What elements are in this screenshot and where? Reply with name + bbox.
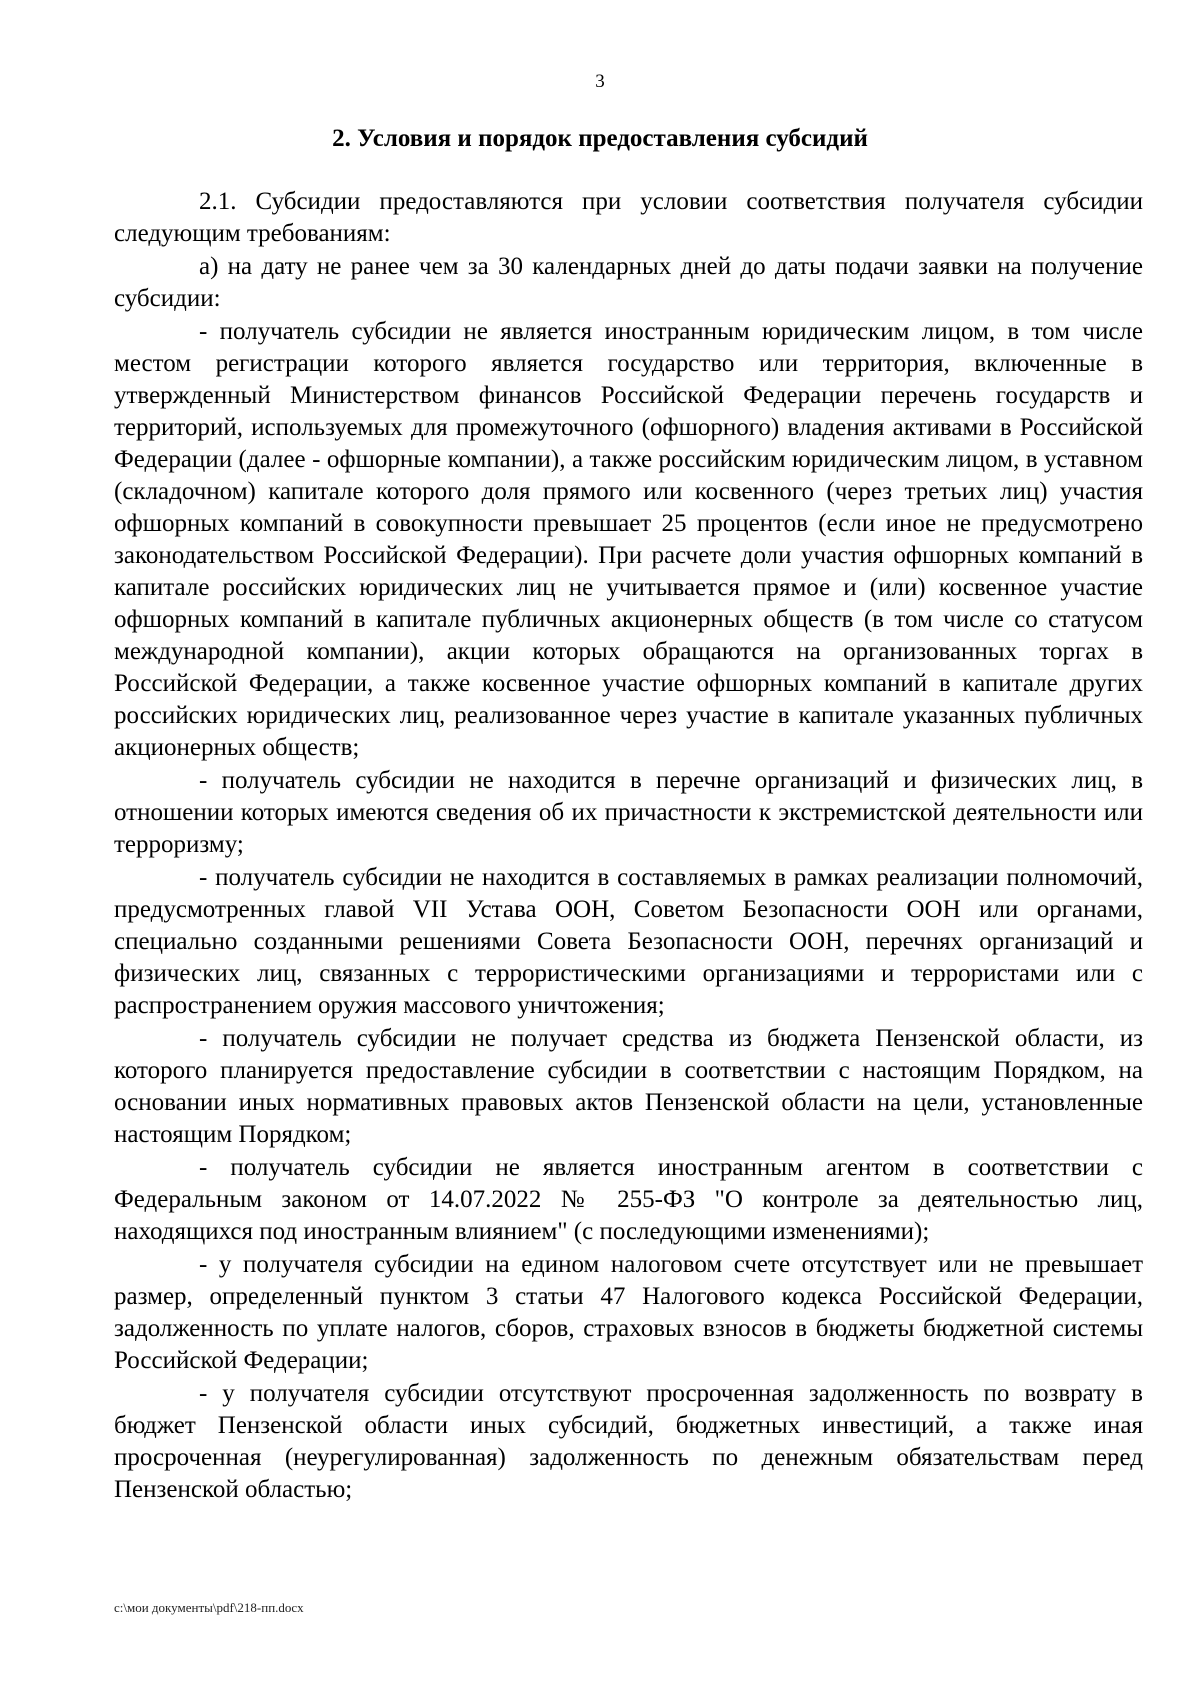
document-body: [114, 186, 1143, 1506]
section-heading: 2. Условия и порядок предоставления субсидий: [332, 125, 868, 152]
paragraph-a: а) на дату не ранее чем за 30 календарных дней до даты подачи заявки на получение субсидии:: [114, 253, 1143, 312]
paragraph-offshore: - получатель субсидии не является иностранным юридическим лицом, в том числе местом регистрации которого является государство или территория, включенные в утвержденный Министерством финансов Российской Федерации перечень государств и территорий, используемых для промежуточного (офшорного) владения активами в Российской Федерации (далее - офшорные компании), а также российским юридическим лицом, в уставном (складочном) капитале которого доля прямого или косвенного (через третьих лиц) участия офшорных компаний в совокупности превышает 25 процентов (если иное не предусмотрено законодательством Российской Федерации). При расчете доли участия офшорных компаний в капитале российских юридических лиц не учитывается прямое и (или) косвенное участие офшорных компаний в капитале публичных акционерных обществ (в том числе со статусом международной компании), акции которых обращаются на организованных торгах в Российской Федерации, а также косвенное участие офшорных компаний в капитале других российских юридических лиц, реализованное через участие в капитале указанных публичных акционерных обществ;: [114, 318, 1143, 761]
paragraph-2-1: 2.1. Субсидии предоставляются при условии соответствия получателя субсидии следующим требованиям:: [114, 188, 1143, 247]
paragraph-overdue-debt: - у получателя субсидии отсутствуют просроченная задолженность по возврату в бюджет Пензенской области иных субсидий, бюджетных инвестиций, а также иная просроченная (неурегулированная) задолженность по денежным обязательствам перед Пензенской областью;: [114, 1380, 1143, 1503]
paragraph-un-lists: - получатель субсидии не находится в составляемых в рамках реализации полномочий, предусмотренных главой VII Устава ООН, Советом Безопасности ООН или органами, специально созданными решениями Совета Безопасности ООН, перечнях организаций и физических лиц, связанных с террористическими организациями и террористами или с распространением оружия массового уничтожения;: [114, 864, 1143, 1019]
paragraph-foreign-agent: - получатель субсидии не является иностранным агентом в соответствии с Федеральным законом от 14.07.2022 № 255-ФЗ "О контроле за деятельностью лиц, находящихся под иностранным влиянием" (с последующими изменениями);: [114, 1154, 1143, 1245]
footer-file-path: c:\мои документы\pdf\218-пп.docx: [114, 1600, 304, 1615]
page-number: 3: [595, 71, 605, 92]
paragraph-extremism: - получатель субсидии не находится в перечне организаций и физических лиц, в отношении которых имеются сведения об их причастности к экстремистской деятельности или терроризму;: [114, 767, 1143, 858]
paragraph-budget: - получатель субсидии не получает средства из бюджета Пензенской области, из которого планируется предоставление субсидии в соответствии с настоящим Порядком, на основании иных нормативных правовых актов Пензенской области на цели, установленные настоящим Порядком;: [114, 1025, 1143, 1148]
paragraph-tax-debt: - у получателя субсидии на едином налоговом счете отсутствует или не превышает размер, определенный пунктом 3 статьи 47 Налогового кодекса Российской Федерации, задолженность по уплате налогов, сборов, страховых взносов в бюджеты бюджетной системы Российской Федерации;: [114, 1251, 1143, 1374]
